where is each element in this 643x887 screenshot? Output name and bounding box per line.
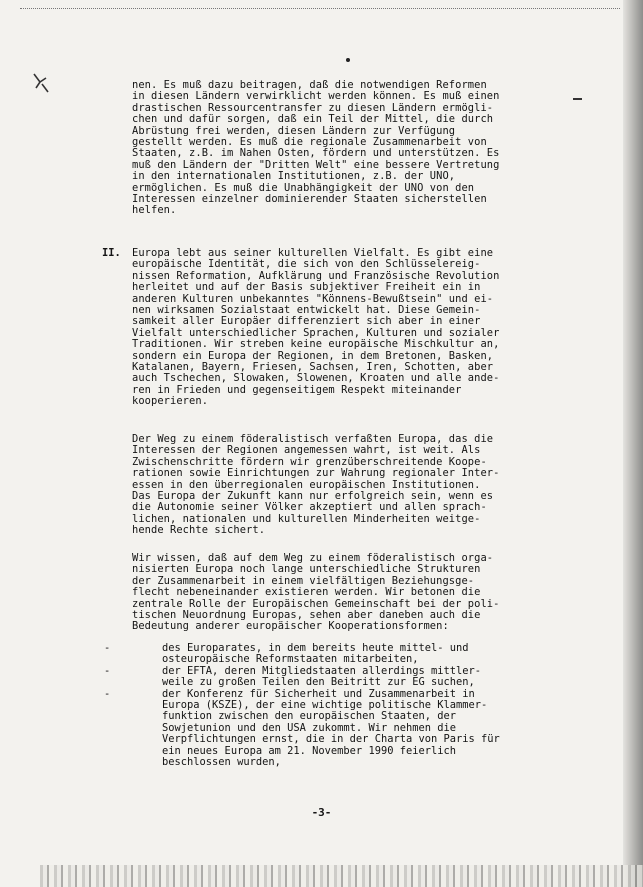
section-number: II. [102, 247, 121, 259]
scan-shadow-right [623, 0, 643, 887]
scan-edge-top [20, 8, 620, 13]
paragraph-cultural-diversity: Europa lebt aus seiner kulturellen Vielfalt. Es gibt eine europäische Identität, die sich von den Schlüsselereig- nissen Reformation, Aufklärung und Französische Revolution herleitet und auf der Basis subjektiver Freiheit ein in anderen Kulturen unbekanntes "Könnens-Bewußtsein" und ei- nen wirksamen Sozialstaat entwickelt hat. Diese Gemein- samkeit aller Europäer differenziert sich aber in einer Vielfalt unterschiedlicher Sprachen, Kulturen und sozialer Traditionen. Wir streben keine europäische Mischkultur an, sondern ein Europa der Regionen, in dem Bretonen, Basken, Katalanen, Bayern, Friesen, Sachsen, Iren, Schotten, aber auch Tschechen, Slowaken, Slowenen, Kroaten und alle ande- ren in Frieden und gegenseitigem Respekt miteinander kooperieren. [132, 247, 500, 408]
paragraph-federal-europe: Der Weg zu einem föderalistisch verfaßten Europa, das die Interessen der Regionen angemessen wahrt, ist weit. Als Zwischenschritte fördern wir grenzüberschreitende Koope- rationen sowie Einrichtungen zur Wahrung regionaler Inter- essen in den überregionalen europäischen Institutionen. Das Europa der Zukunft kann nur erfolgreich sein, wenn es die Autonomie seiner Völker akzeptiert und allen sprach- lichen, nationalen und kulturellen Minderheiten weitge- hende Rechte sichert. [132, 433, 500, 537]
list-item-text: des Europarates, in dem bereits heute mittel- und osteuropäische Reformstaaten mitarbeiten, [162, 642, 469, 666]
list-marker: - [104, 642, 111, 654]
list-item-text: der Konferenz für Sicherheit und Zusammenarbeit in Europa (KSZE), der eine wichtige politische Klammer- funktion zwischen den europäischen Staaten, der Sowjetunion und den USA zukommt. Wir nehmen die Verpflichtungen ernst, die in der Charta von Paris für ein neues Europa am 21. November 1990 feierlich beschlossen wurden, [162, 687, 500, 769]
paragraph-cooperation-structures: Wir wissen, daß auf dem Weg zu einem föderalistisch orga- nisierten Europa noch lange unterschiedliche Strukturen der Zusammenarbeit in einem vielfältigen Beziehungsge- flecht nebeneinander existieren werden. Wir betonen die zentrale Rolle der Europäischen Gemeinschaft bei der poli- tischen Neuordnung Europas, sehen aber daneben auch die Bedeutung anderer europäischer Kooperationsformen: [132, 552, 500, 633]
scan-noise-bottom [40, 865, 643, 887]
list-marker: - [104, 687, 111, 700]
page-number: -3- [311, 806, 332, 819]
list-item [104, 643, 564, 666]
list-marker: - [104, 664, 111, 677]
list-item [104, 689, 564, 769]
list-item-text: der EFTA, deren Mitgliedstaaten allerdings mittler- weile zu großen Teilen den Beitritt zur EG suchen, [162, 664, 482, 689]
list-item [104, 666, 564, 689]
paragraph-reform-support: nen. Es muß dazu beitragen, daß die notwendigen Reformen in diesen Ländern verwirklicht werden können. Es muß einen drastischen Ressourcentransfer zu diesen Ländern ermögli- chen und dafür sorgen, daß ein Teil der Mittel, die durch Abrüstung frei werden, diesen Ländern zur Verfügung gestellt werden. Es muß die regionale Zusammenarbeit von Staaten, z.B. im Nahen Osten, fördern und unterstützen. Es muß den Ländern der "Dritten Welt" eine bessere Vertretung in den internationalen Institutionen, z.B. der UNO, ermöglichen. Es muß die Unabhängigkeit der UNO von den Interessen einzelner dominierender Staaten sicherstellen helfen. [132, 79, 500, 217]
handwritten-mark-icon [30, 70, 52, 96]
margin-dash [573, 98, 582, 100]
cooperation-forms-list [104, 643, 564, 768]
scan-speck [346, 58, 350, 62]
